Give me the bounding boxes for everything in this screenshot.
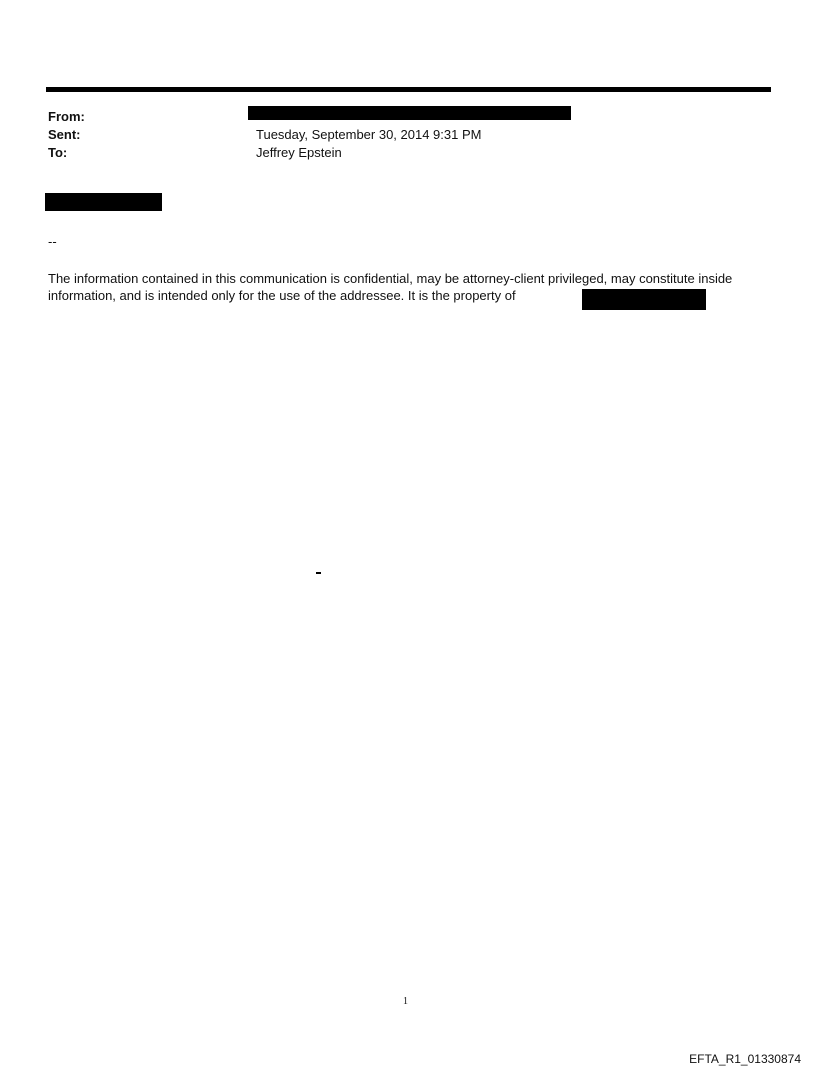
from-label: From:: [48, 109, 85, 124]
header-rule: [46, 87, 771, 92]
bates-number: EFTA_R1_01330874: [689, 1052, 801, 1066]
signature-separator: --: [48, 234, 57, 249]
to-label: To:: [48, 145, 68, 160]
sent-label: Sent:: [48, 127, 81, 142]
body-redaction: [45, 193, 162, 211]
to-value: Jeffrey Epstein: [256, 145, 342, 160]
from-value-redaction: [248, 106, 571, 120]
sent-value: Tuesday, September 30, 2014 9:31 PM: [256, 127, 482, 142]
stray-mark: [316, 572, 321, 574]
disclaimer-redaction: [582, 289, 706, 310]
disclaimer-text: The information contained in this communication is confidential, may be attorney-client privileged, may constitute inside information, and is intended only for the use of the addressee. It is the property of: [48, 271, 733, 303]
page-number: 1: [403, 996, 408, 1007]
